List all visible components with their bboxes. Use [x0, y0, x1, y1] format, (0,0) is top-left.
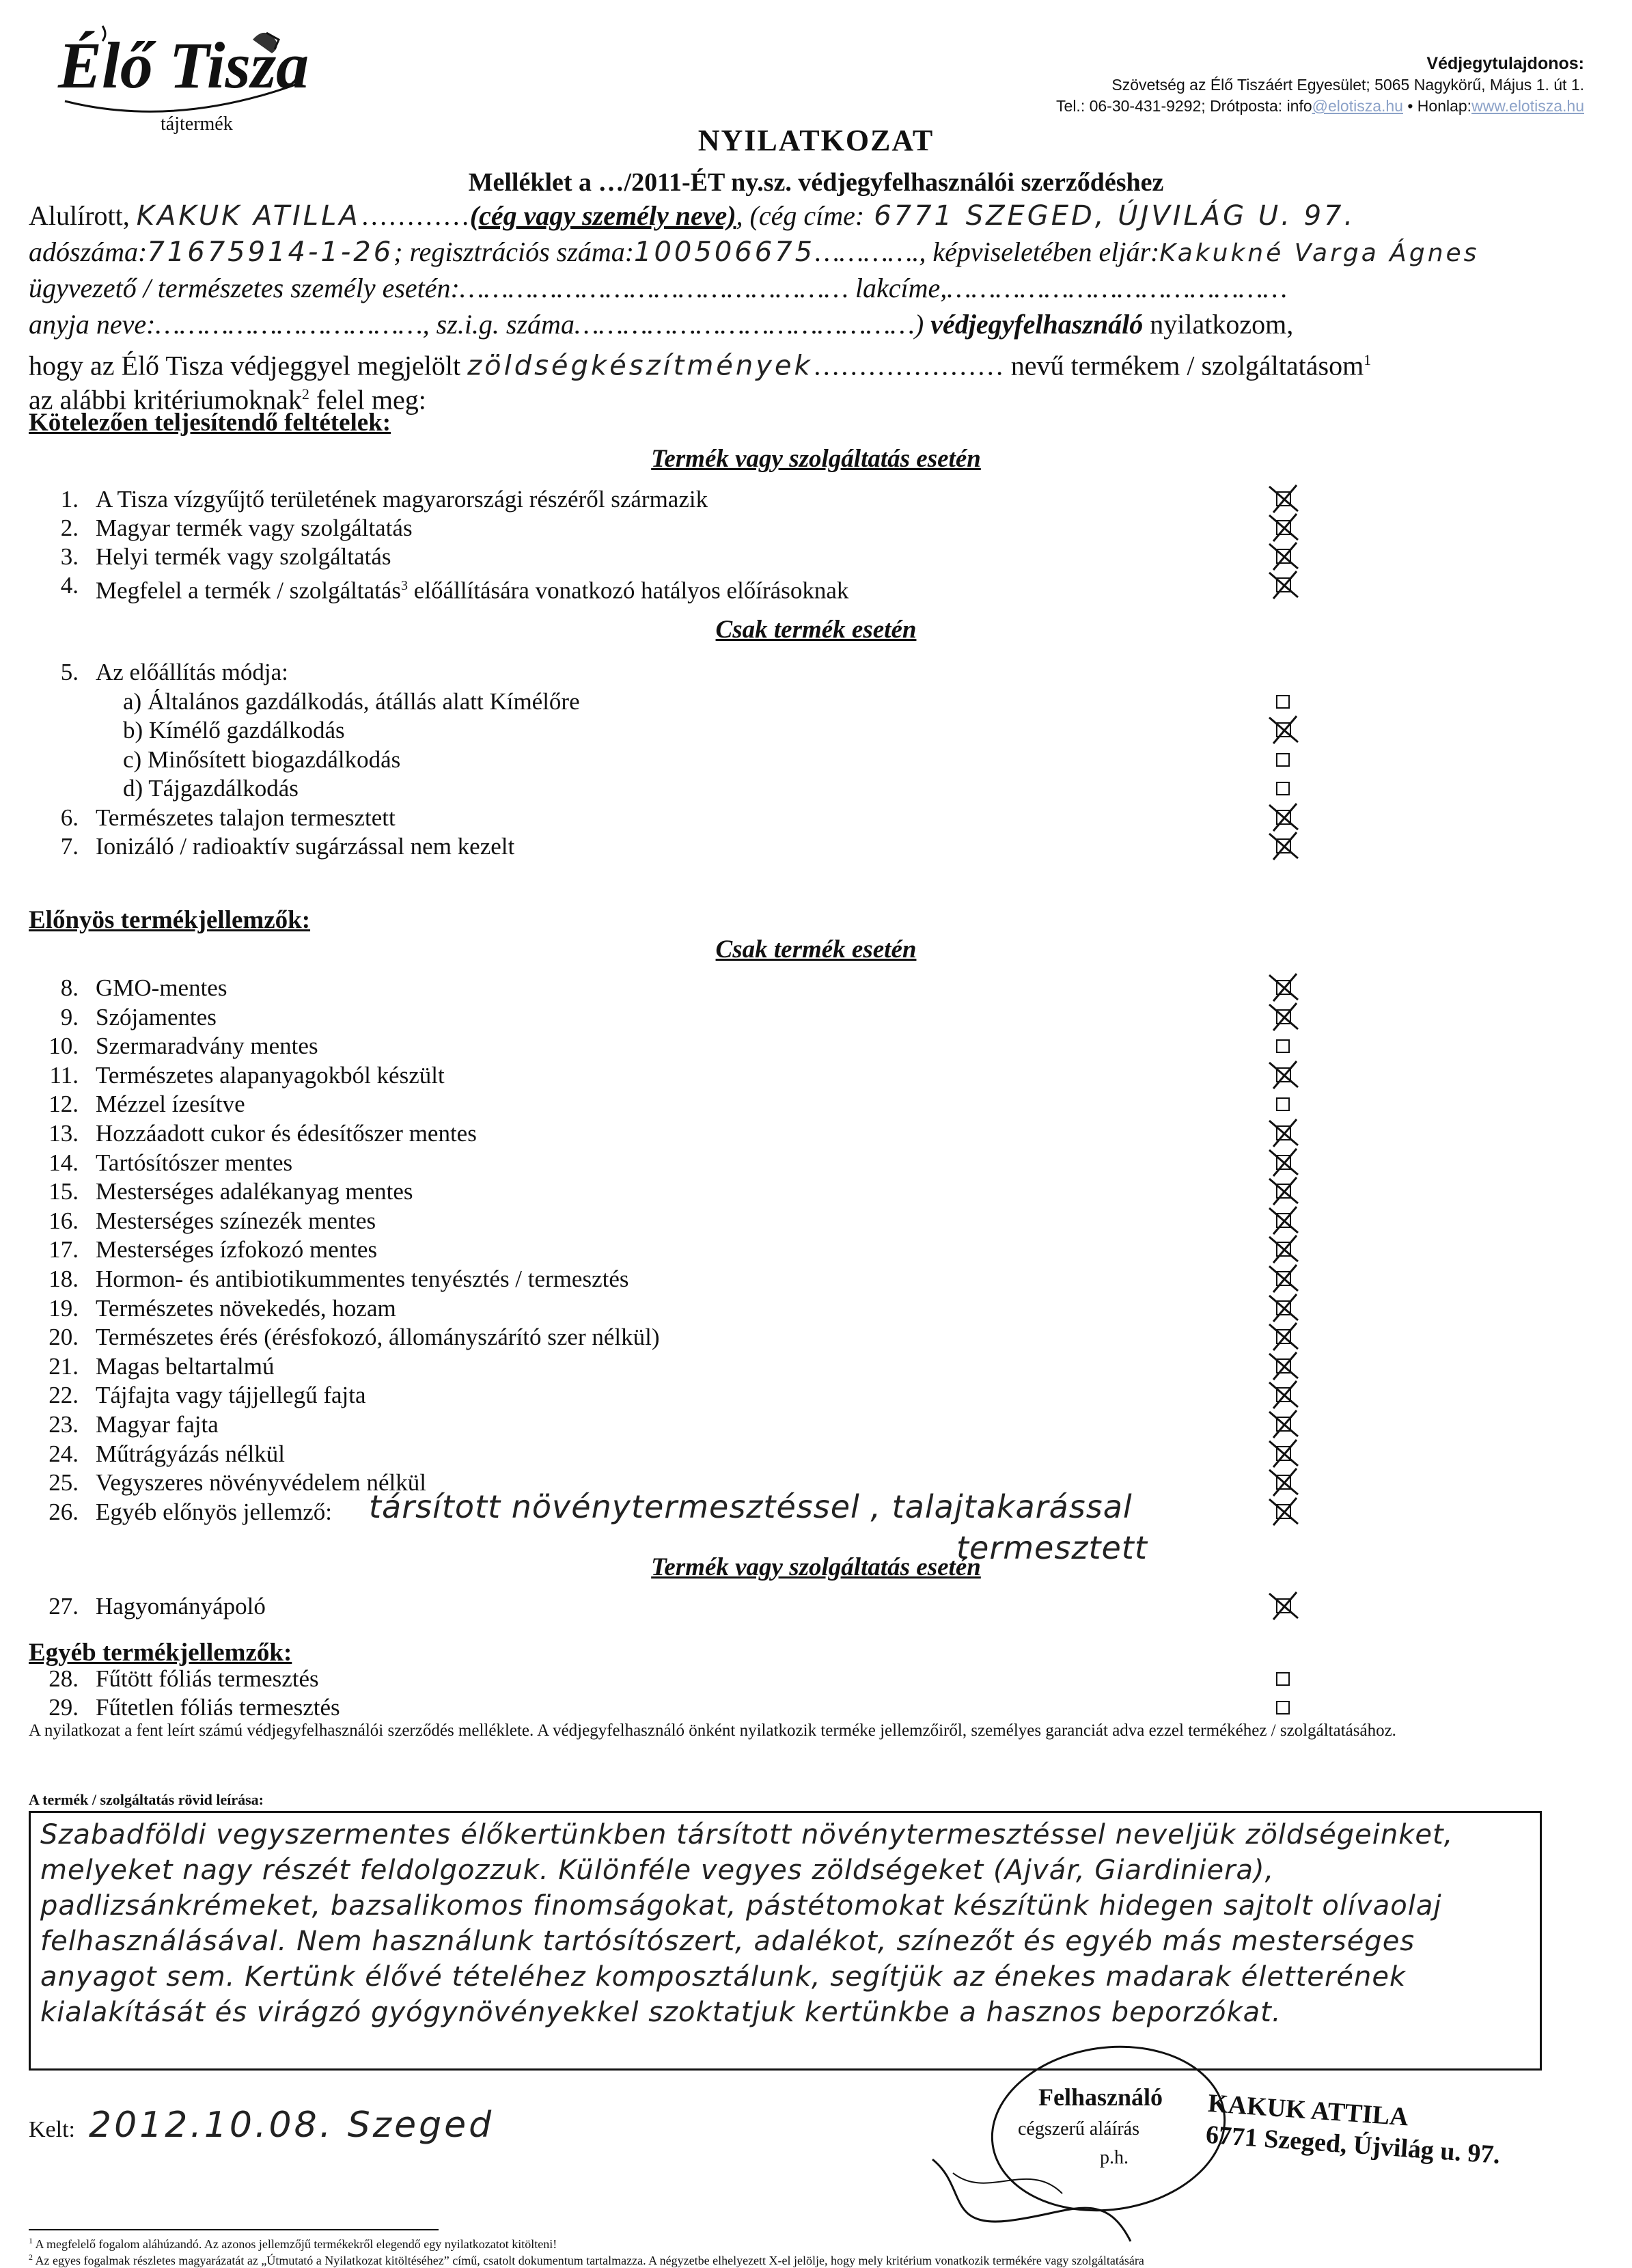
- criterion-label: Természetes alapanyagokból készült: [96, 1061, 445, 1089]
- criterion-row: [0, 1090, 1632, 1119]
- criterion-number: 7.: [60, 833, 79, 860]
- handwritten-representative: Kakukné Varga Ágnes: [1159, 239, 1480, 267]
- handwritten-date-place: 2012.10.08. Szeged: [88, 2105, 495, 2146]
- criterion-label: Mézzel ízesítve: [96, 1091, 245, 1118]
- checkbox-checked[interactable]: [1264, 1175, 1305, 1207]
- date-label: Kelt:: [29, 2117, 75, 2142]
- criterion-row: [0, 1061, 1632, 1091]
- criterion-row: [0, 1440, 1632, 1469]
- criterion-row: [0, 514, 1632, 543]
- checkbox-checked[interactable]: [1264, 830, 1305, 862]
- stamp-placeholder: p.h.: [1100, 2147, 1129, 2168]
- checkbox-empty[interactable]: [1276, 1672, 1290, 1686]
- criterion-row: [0, 1665, 1632, 1693]
- criterion-label: Természetes növekedés, hozam: [96, 1294, 396, 1322]
- short-description-handwritten: Szabadföldi vegyszermentes élőkertünkben társított növénytermesztéssel neveljük zöldségeinket, melyeket nagy részét feldolgozzuk. Különféle vegyes zöldségeket (Ajvár, Giardiniera), padlizsánkrémeket, bazsalikomos finomságokat, pástétomokat készítünk hidegen sajtolt olívaolaj felhasználásával. Nem használunk tartósítószert, adalékot, színezőt és egyéb más mesterséges anyagot sem. Kertünk élővé tételéhez komposztálunk, segítjük az énekes madarak életterének kialakítását és virágzó gyógynövényekkel szoktatjuk kertünkbe a hasznos beporzókat.: [40, 1819, 1454, 2028]
- checkbox-empty[interactable]: [1276, 695, 1290, 709]
- trademark-owner-block: [1056, 53, 1584, 117]
- criterion-number: 5.: [60, 659, 79, 685]
- criterion-number: 13.: [49, 1120, 79, 1147]
- criterion-number: 1.: [60, 486, 79, 513]
- criterion-row: [0, 974, 1632, 1003]
- criterion-row: [0, 1693, 1632, 1722]
- criterion-row: [0, 774, 1632, 804]
- criterion-row: [0, 804, 1632, 833]
- criterion-number: 20.: [49, 1324, 79, 1351]
- criterion-label: GMO-mentes: [96, 974, 227, 1001]
- criterion-number: 17.: [49, 1236, 79, 1263]
- handwritten-address: 6771 SZEGED, ÚJVILÁG U. 97.: [874, 200, 1356, 232]
- criterion-label: Szermaradvány mentes: [96, 1033, 318, 1060]
- criterion-row: [0, 1294, 1632, 1324]
- criterion-label: Természetes érés (érésfokozó, állományszárító szer nélkül): [96, 1324, 660, 1351]
- criterion-row: [0, 716, 1632, 746]
- criterion-row: [0, 1352, 1632, 1382]
- footnote-1: $^1$ A megfelelő fogalom aláhúzandó. Az azonos jellemzőjű termékekről elegendő egy nyilatkozatot kitölteni!: [29, 2236, 557, 2251]
- criterion-label: Ionizáló / radioaktív sugárzással nem kezelt: [96, 833, 515, 860]
- criterion-row: [0, 1207, 1632, 1236]
- criterion-row: [0, 1003, 1632, 1033]
- checkbox-checked[interactable]: [1264, 1146, 1305, 1179]
- checkbox-checked[interactable]: [1264, 1204, 1305, 1237]
- criterion-number: 29.: [49, 1694, 79, 1721]
- criterion-label: Fűtött fóliás termesztés: [96, 1665, 319, 1692]
- company-stamp: [1205, 2088, 1504, 2171]
- criterion-row: [0, 658, 1632, 687]
- declaration-line-4: anyja neve:……………………………, sz.i.g. száma……………………………………) védjegyfelhasználó nyilatkozom,: [29, 309, 1294, 340]
- checkbox-checked[interactable]: [1264, 1589, 1305, 1622]
- criterion-number: 11.: [49, 1061, 79, 1089]
- checkbox-checked[interactable]: [1264, 1495, 1305, 1528]
- stamp-line-address: 6771 Szeged, Újvilág u. 97.: [1204, 2120, 1502, 2170]
- criterion-label: b) Kímélő gazdálkodás: [123, 717, 345, 743]
- criterion-number: 25.: [49, 1469, 79, 1497]
- criterion-label: Magyar termék vagy szolgáltatás: [96, 515, 413, 541]
- criterion-number: 18.: [49, 1266, 79, 1292]
- criterion-row: [0, 543, 1632, 571]
- criterion-label: Egyéb előnyös jellemző:: [96, 1498, 333, 1525]
- section-beneficial-title: Előnyös termékjellemzők:: [29, 906, 311, 934]
- criterion-row: [0, 485, 1632, 514]
- item-26-handwritten-line-1: társított növénytermesztéssel , talajtakarással: [369, 1488, 1133, 1525]
- checkbox-checked[interactable]: [1264, 569, 1305, 601]
- heading-product-only-2: Csak termék esetén: [715, 935, 917, 964]
- owner-contact: Tel.: 06-30-431-9292; Drótposta: info@elotisza.hu • Honlap:www.elotisza.hu: [1056, 97, 1584, 115]
- criterion-number: 14.: [49, 1149, 79, 1176]
- declaration-line-2: adószáma:71675914-1-26; regisztrációs száma:100506675…………., képviseletében eljár:Kakukné Varga Ágnes: [29, 236, 1480, 268]
- checkbox-checked[interactable]: [1264, 1320, 1305, 1353]
- criterion-number: 19.: [49, 1294, 79, 1322]
- criterion-number: 22.: [49, 1382, 79, 1409]
- criterion-label: Hagyományápoló: [96, 1593, 266, 1620]
- criterion-number: 2.: [60, 515, 79, 541]
- criterion-row: [0, 1323, 1632, 1352]
- checkbox-checked[interactable]: [1264, 1117, 1305, 1149]
- criterion-label: Műtrágyázás nélkül: [96, 1440, 285, 1467]
- checkbox-checked[interactable]: [1264, 971, 1305, 1004]
- criterion-label: Mesterséges színezék mentes: [96, 1207, 376, 1234]
- date-place-line: [29, 2105, 494, 2146]
- criterion-number: 24.: [49, 1440, 79, 1467]
- checkbox-empty[interactable]: [1276, 1701, 1290, 1714]
- criterion-row: [0, 832, 1632, 862]
- document-subtitle: Melléklet a …/2011-ÉT ny.sz. védjegyfelhasználói szerződéshez: [468, 168, 1164, 197]
- criterion-row: [0, 1410, 1632, 1440]
- criterion-row: [0, 1592, 1632, 1621]
- criterion-label: Szójamentes: [96, 1003, 217, 1030]
- criterion-label: Tartósítószer mentes: [96, 1149, 293, 1176]
- signature-caption: cégszerű aláírás: [1018, 2118, 1139, 2140]
- signature-title: Felhasználó: [1038, 2083, 1163, 2111]
- heading-product-or-service-2: Termék vagy szolgáltatás esetén: [651, 1553, 981, 1581]
- criterion-number: 4.: [60, 572, 79, 599]
- checkbox-checked[interactable]: [1264, 1000, 1305, 1033]
- checkbox-checked[interactable]: [1264, 801, 1305, 834]
- footnote-2: $^2$ Az egyes fogalmak részletes magyarázatát az „Útmutató a Nyilatkozat kitöltéséhez” című, csatolt dokumentum tartalmazza. A négyzetbe elhelyezett X-el jelölje, hogy mely kritérium vonatkozik termékére vagy szolgáltatására: [29, 2252, 1144, 2267]
- section-other-title: Egyéb termékjellemzők:: [29, 1639, 292, 1667]
- criterion-row: [0, 1265, 1632, 1294]
- criterion-label: Magas beltartalmú: [96, 1352, 275, 1380]
- owner-title: Védjegytulajdonos:: [1426, 54, 1584, 73]
- item-26-handwritten-line-2: termesztett: [956, 1529, 1148, 1566]
- owner-website-link[interactable]: www.elotisza.hu: [1471, 97, 1584, 115]
- stamp-line-name: KAKUK ATTILA: [1206, 2088, 1410, 2132]
- criterion-number: 12.: [49, 1091, 79, 1118]
- svg-text:tájtermék: tájtermék: [161, 113, 233, 135]
- declaration-line-3: ügyvezető / természetes személy esetén:………………………………………… lakcíme,……………………………………: [29, 273, 1288, 303]
- declaration-line-6: az alábbi kritériumoknak$^2$ felel meg:: [29, 384, 426, 415]
- short-description-title: A termék / szolgáltatás rövid leírása:: [29, 1791, 264, 1808]
- checkbox-checked[interactable]: [1264, 511, 1305, 544]
- handwritten-tax-number: 71675914-1-26: [147, 236, 394, 268]
- criterion-number: 23.: [49, 1411, 79, 1438]
- criterion-label: A Tisza vízgyűjtő területének magyarországi részéről származik: [96, 486, 708, 513]
- criterion-row: [0, 1177, 1632, 1207]
- heading-product-only: Csak termék esetén: [715, 616, 917, 644]
- checkbox-empty[interactable]: [1276, 1039, 1290, 1053]
- criterion-number: 27.: [49, 1593, 79, 1620]
- checkbox-checked[interactable]: [1264, 1058, 1305, 1091]
- criterion-label: Vegyszeres növényvédelem nélkül: [96, 1469, 427, 1497]
- criterion-number: 6.: [60, 804, 79, 831]
- criterion-number: 28.: [49, 1665, 79, 1692]
- owner-address: Szövetség az Élő Tiszáért Egyesület; 5065 Nagykörű, Május 1. út 1.: [1111, 76, 1584, 94]
- checkbox-empty[interactable]: [1276, 1097, 1290, 1111]
- checkbox-checked[interactable]: [1264, 1350, 1305, 1382]
- criterion-label: Mesterséges ízfokozó mentes: [96, 1236, 378, 1263]
- criterion-number: 26.: [49, 1498, 79, 1525]
- owner-email-link[interactable]: @elotisza.hu: [1312, 97, 1403, 115]
- criterion-number: 3.: [60, 543, 79, 570]
- criterion-label: Fűtetlen fóliás termesztés: [96, 1694, 340, 1721]
- checkbox-checked[interactable]: [1264, 482, 1305, 515]
- criterion-label: Helyi termék vagy szolgáltatás: [96, 543, 391, 570]
- declaration-line-1: Alulírott, KAKUK ATILLA…………(cég vagy személy neve), (cég címe: 6771 SZEGED, ÚJVILÁG U. 97.: [29, 200, 1356, 232]
- criterion-label: Mesterséges adalékanyag mentes: [96, 1178, 413, 1205]
- criterion-number: 21.: [49, 1352, 79, 1380]
- criterion-label: Megfelel a termék / szolgáltatás$^3$ előállítására vonatkozó hatályos előírásoknak: [96, 577, 849, 604]
- criterion-number: 16.: [49, 1207, 79, 1234]
- declaration-line-5: hogy az Élő Tisza védjeggyel megjelölt zöldségkészítmények………………… nevű termékem / szolgáltatásom$^1$: [29, 350, 1372, 382]
- handwritten-registration-number: 100506675: [634, 236, 816, 268]
- criterion-row: [0, 1235, 1632, 1265]
- checkbox-checked[interactable]: [1264, 540, 1305, 573]
- criterion-label: d) Tájgazdálkodás: [123, 775, 299, 802]
- handwritten-product-name: zöldségkészítmények: [467, 350, 813, 382]
- section-mandatory-title: Kötelezően teljesítendő feltételek:: [29, 409, 391, 437]
- checkbox-checked[interactable]: [1264, 1408, 1305, 1440]
- criterion-label: Tájfajta vagy tájjellegű fajta: [96, 1382, 366, 1409]
- criterion-row: [0, 687, 1632, 717]
- footnote-rule: [29, 2229, 439, 2230]
- criterion-row: [0, 571, 1632, 604]
- criterion-label: Az előállítás módja:: [96, 659, 288, 685]
- criterion-number: 8.: [60, 974, 79, 1001]
- checkbox-checked[interactable]: [1264, 1378, 1305, 1411]
- checkbox-empty[interactable]: [1276, 753, 1290, 767]
- heading-product-or-service: Termék vagy szolgáltatás esetén: [651, 445, 981, 473]
- criterion-label: Hozzáadott cukor és édesítőszer mentes: [96, 1120, 477, 1147]
- checkbox-checked[interactable]: [1264, 1292, 1305, 1324]
- document-title: NYILATKOZAT: [697, 124, 935, 157]
- criterion-row: [0, 1119, 1632, 1149]
- criterion-row: [0, 1381, 1632, 1410]
- criterion-label: c) Minősített biogazdálkodás: [123, 746, 401, 773]
- criterion-label: Hormon- és antibiotikummentes tenyésztés / termesztés: [96, 1266, 629, 1292]
- handwritten-signature: [926, 2146, 1144, 2248]
- criterion-row: [0, 746, 1632, 775]
- criterion-label: Magyar fajta: [96, 1411, 219, 1438]
- criterion-label: a) Általános gazdálkodás, átállás alatt Kímélőre: [123, 687, 580, 715]
- checkbox-checked[interactable]: [1264, 1233, 1305, 1266]
- checkbox-empty[interactable]: [1276, 782, 1290, 795]
- handwritten-name: KAKUK ATILLA: [136, 200, 361, 232]
- short-description-box: [29, 1811, 1542, 2071]
- criterion-number: 10.: [49, 1033, 79, 1060]
- criterion-row: [0, 1149, 1632, 1178]
- checkbox-checked[interactable]: [1264, 1466, 1305, 1499]
- criterion-label: Természetes talajon termesztett: [96, 804, 396, 831]
- checkbox-checked[interactable]: [1264, 713, 1305, 746]
- declaration-note: A nyilatkozat a fent leírt számú védjegyfelhasználói szerződés melléklete. A védjegyfelhasználó önként nyilatkozik terméke jellemzőiről, személyes garanciát adva ezzel termékéhez / szolgáltatásához.: [29, 1721, 1396, 1740]
- checkbox-checked[interactable]: [1264, 1262, 1305, 1295]
- checkbox-checked[interactable]: [1264, 1437, 1305, 1470]
- criterion-number: 15.: [49, 1178, 79, 1205]
- criterion-number: 9.: [60, 1003, 79, 1030]
- svg-text:Élő Tisza: Élő Tisza: [58, 29, 309, 102]
- criterion-row: [0, 1032, 1632, 1061]
